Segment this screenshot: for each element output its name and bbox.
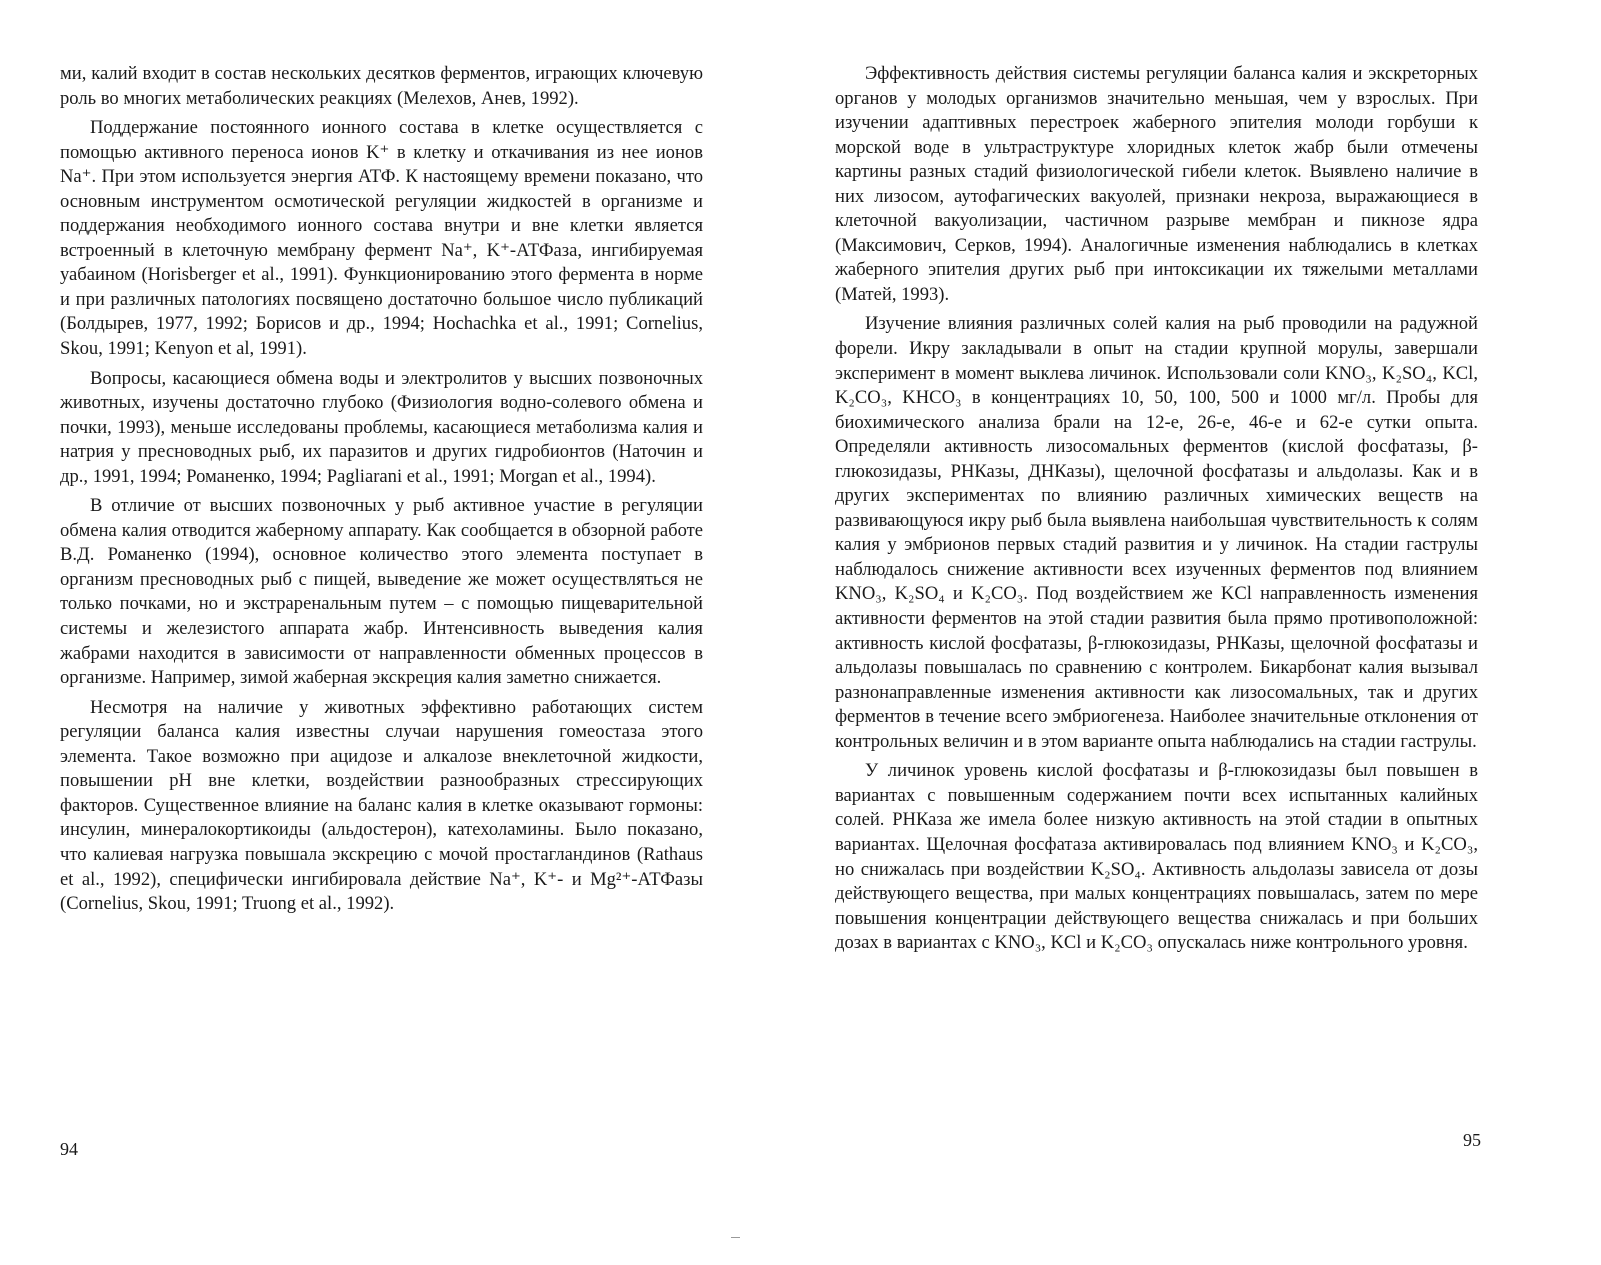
- page-number-right: 95: [1463, 1130, 1481, 1150]
- paragraph: Изучение влияния различных солей калия на рыб проводили на радужной форели. Икру закладывали в опыт на стадии крупной морулы, завершали эксперимент в момент выклева личинок. Использовали соли KNO₃, K₂SO₄, KCl, K₂CO₃, KHCO₃ в концентрациях 10, 50, 100, 500 и 1000 мг/л. Пробы для биохимического анализа брали на 12-е, 26-е, 46-е и 62-е сутки опыта. Определяли активность лизосомальных ферментов (кислой фосфатазы, β-глюкозидазы, РНКазы, ДНКазы), щелочной фосфатазы и альдолазы. Как и в других экспериментах по влиянию различных химических веществ на развивающуюся икру рыб была выявлена наибольшая чувствительность к солям калия у эмбрионов первых стадий развития и у личинок. На стадии гаструлы наблюдалось снижение активности всех изученных ферментов под влиянием KNO₃, K₂SO₄ и K₂CO₃. Под воздействием же KCl направленность изменения активности ферментов на этой стадии развития была прямо противоположной: активность кислой фосфатазы, β-глюкозидазы, РНКазы, щелочной фосфатазы и альдолазы повышалась по сравнению с контролем. Бикарбонат калия вызывал разнонаправленные изменения активности как лизосомальных, так и других ферментов в течение всего эмбриогенеза. Наиболее значительные отклонения от контрольных величин и в этом варианте опыта наблюдались на стадии гаструлы.: [835, 313, 1478, 752]
- paragraph: Поддержание постоянного ионного состава в клетке осуществляется с помощью активного переноса ионов K⁺ в клетку и откачивания из нее ионов Na⁺. При этом используется энергия АТФ. К настоящему времени показано, что основным инструментом осмотической регуляции жидкостей в организме и поддержания необходимого ионного состава внутри и вне клетки является встроенный в клеточную мембрану фермент Na⁺, K⁺-АТФаза, ингибируемая уабаином (Horisberger et al., 1991). Функционированию этого фермента в норме и при различных патологиях посвящено достаточно большое число публикаций (Болдырев, 1977, 1992; Борисов и др., 1994; Hochachka et al., 1991; Cornelius, Skou, 1991; Kenyon et al, 1991).: [60, 117, 703, 360]
- paragraph: У личинок уровень кислой фосфатазы и β-глюкозидазы был повышен в вариантах с повышенным содержанием почти всех испытанных калийных солей. РНКаза же имела более низкую активность на этой стадии в опытных вариантах. Щелочная фосфатаза активировалась под влиянием KNO₃ и K₂CO₃, но снижалась при воздействии K₂SO₄. Активность альдолазы зависела от дозы действующего вещества, при малых концентрациях повышалась, затем по мере повышения концентрации действующего вещества снижалась и при больших дозах в вариантах с KNO₃, KCl и K₂CO₃ опускалась ниже контрольного уровня.: [835, 760, 1478, 954]
- right-page-text: [835, 62, 1478, 961]
- paragraph: ми, калий входит в состав нескольких десятков ферментов, играющих ключевую роль во многих метаболических реакциях (Мелехов, Анев, 1992).: [60, 63, 703, 109]
- scan-speck: [731, 1237, 740, 1238]
- paragraph: В отличие от высших позвоночных у рыб активное участие в регуляции обмена калия отводится жаберному аппарату. Как сообщается в обзорной работе В.Д. Романенко (1994), основное количество этого элемента поступает в организм пресноводных рыб с пищей, выведение же может осуществляться не только почками, но и экстраренальным путем – с помощью пищеварительной системы и железистого аппарата жабр. Интенсивность выведения калия жабрами находится в зависимости от направленности обменных процессов в организме. Например, зимой жаберная экскреция калия заметно снижается.: [60, 495, 703, 689]
- left-page-text: [60, 62, 703, 922]
- paragraph: Эффективность действия системы регуляции баланса калия и экскреторных органов у молодых организмов значительно меньшая, чем у взрослых. При изучении адаптивных перестроек жаберного эпителия молоди горбуши к морской воде в ультраструктуре хлоридных клеток жабр были отмечены картины разных стадий физиологической гибели клеток. Выявлено наличие в них лизосом, аутофагических вакуолей, признаки некроза, выражающиеся в клеточной вакуолизации, частичном разрыве мембран и пикнозе ядра (Максимович, Серков, 1994). Аналогичные изменения наблюдались в клетках жаберного эпителия других рыб при интоксикации их тяжелыми металлами (Матей, 1993).: [835, 63, 1478, 305]
- paragraph: Несмотря на наличие у животных эффективно работающих систем регуляции баланса калия известны случаи нарушения гомеостаза этого элемента. Такое возможно при ацидозе и алкалозе внеклеточной жидкости, повышении pH вне клетки, воздействии разнообразных стрессирующих факторов. Существенное влияние на баланс калия в клетке оказывают гормоны: инсулин, минералокортикоиды (альдостерон), катехоламины. Было показано, что калиевая нагрузка повышала экскрецию с мочой простагландинов (Rathaus et al., 1992), специфически ингибировала действие Na⁺, K⁺- и Mg²⁺-АТФазы (Cornelius, Skou, 1991; Truong et al., 1992).: [60, 696, 703, 915]
- paragraph: Вопросы, касающиеся обмена воды и электролитов у высших позвоночных животных, изучены достаточно глубоко (Физиология водно-солевого обмена и почки, 1993), меньше исследованы проблемы, касающиеся метаболизма калия и натрия у пресноводных рыб, их паразитов и других гидробионтов (Наточин и др., 1991, 1994; Романенко, 1994; Pagliarani et al., 1991; Morgan et al., 1994).: [60, 367, 703, 487]
- page-number-left: 94: [60, 1139, 78, 1159]
